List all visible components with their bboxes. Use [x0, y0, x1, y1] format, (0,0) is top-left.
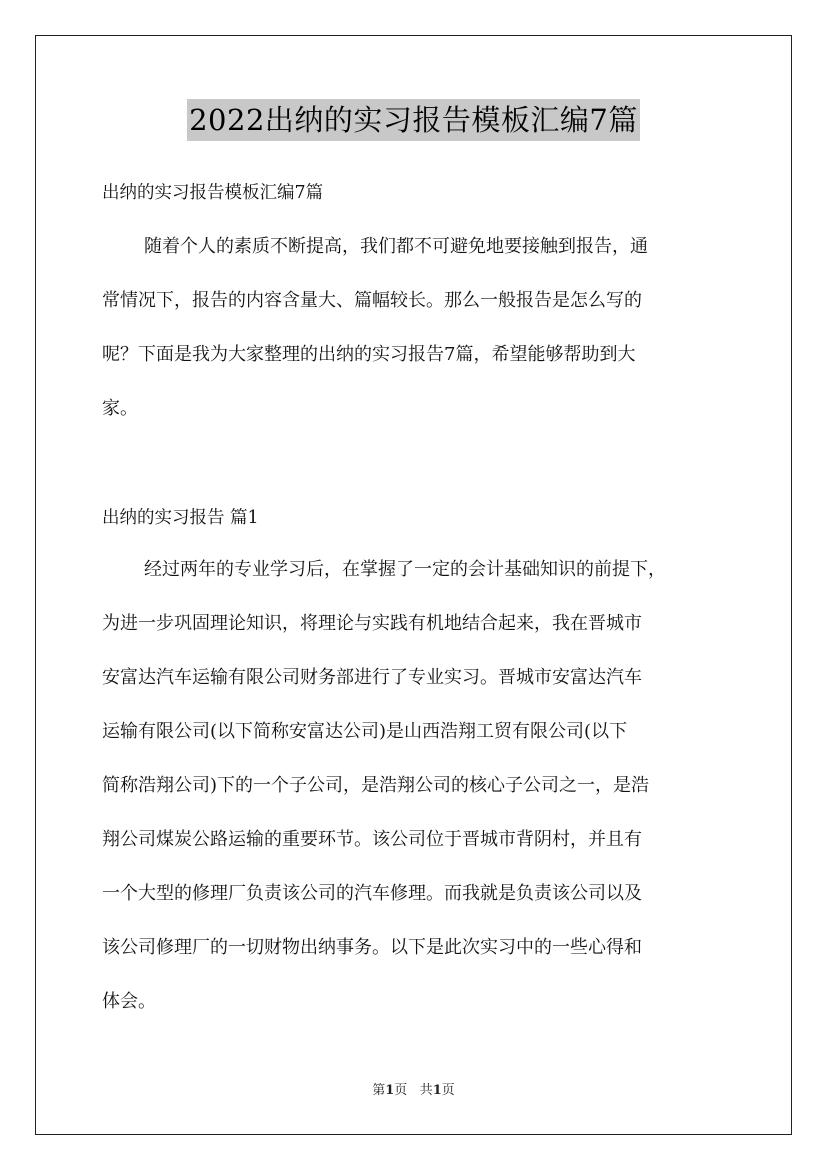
page-prefix: 第 — [372, 1083, 386, 1098]
page-footer — [0, 1081, 827, 1101]
body-line: 体会。 — [102, 991, 156, 1012]
body-line: 简称浩翔公司)下的一个子公司，是浩翔公司的核心子公司之一，是浩 — [102, 775, 650, 796]
intro-line: 家。 — [102, 398, 138, 419]
section1-paragraph — [102, 543, 728, 1029]
body-line: 该公司修理厂的一切财物出纳事务。以下是此次实习中的一些心得和 — [102, 937, 642, 958]
total-number: 1 — [432, 1083, 442, 1098]
section-heading: 出纳的实习报告 篇1 — [102, 508, 259, 528]
total-suffix: 页 — [441, 1083, 455, 1098]
body-line: 翔公司煤炭公路运输的重要环节。该公司位于晋城市背阴村，并且有 — [102, 829, 642, 850]
intro-paragraph — [102, 220, 728, 436]
document-title: 2022出纳的实习报告模板汇编7篇 — [187, 99, 640, 141]
page-number: 1 — [385, 1083, 395, 1098]
page-suffix: 页 — [394, 1083, 408, 1098]
body-line: 一个大型的修理厂负责该公司的汽车修理。而我就是负责该公司以及 — [102, 883, 642, 904]
intro-line: 随着个人的素质不断提高，我们都不可避免地要接触到报告，通 — [144, 236, 648, 257]
title-wrap — [0, 99, 827, 141]
body-line: 经过两年的专业学习后，在掌握了一定的会计基础知识的前提下， — [144, 559, 666, 580]
body-line: 为进一步巩固理论知识，将理论与实践有机地结合起来，我在晋城市 — [102, 613, 642, 634]
body-line: 运输有限公司(以下简称安富达公司)是山西浩翔工贸有限公司(以下 — [102, 721, 628, 742]
intro-line: 常情况下，报告的内容含量大、篇幅较长。那么一般报告是怎么写的 — [102, 290, 642, 311]
body-line: 安富达汽车运输有限公司财务部进行了专业实习。晋城市安富达汽车 — [102, 667, 642, 688]
intro-line: 呢？下面是我为大家整理的出纳的实习报告7篇，希望能够帮助到大 — [102, 344, 636, 365]
document-subtitle: 出纳的实习报告模板汇编7篇 — [102, 183, 324, 203]
total-prefix: 共 — [419, 1083, 433, 1098]
